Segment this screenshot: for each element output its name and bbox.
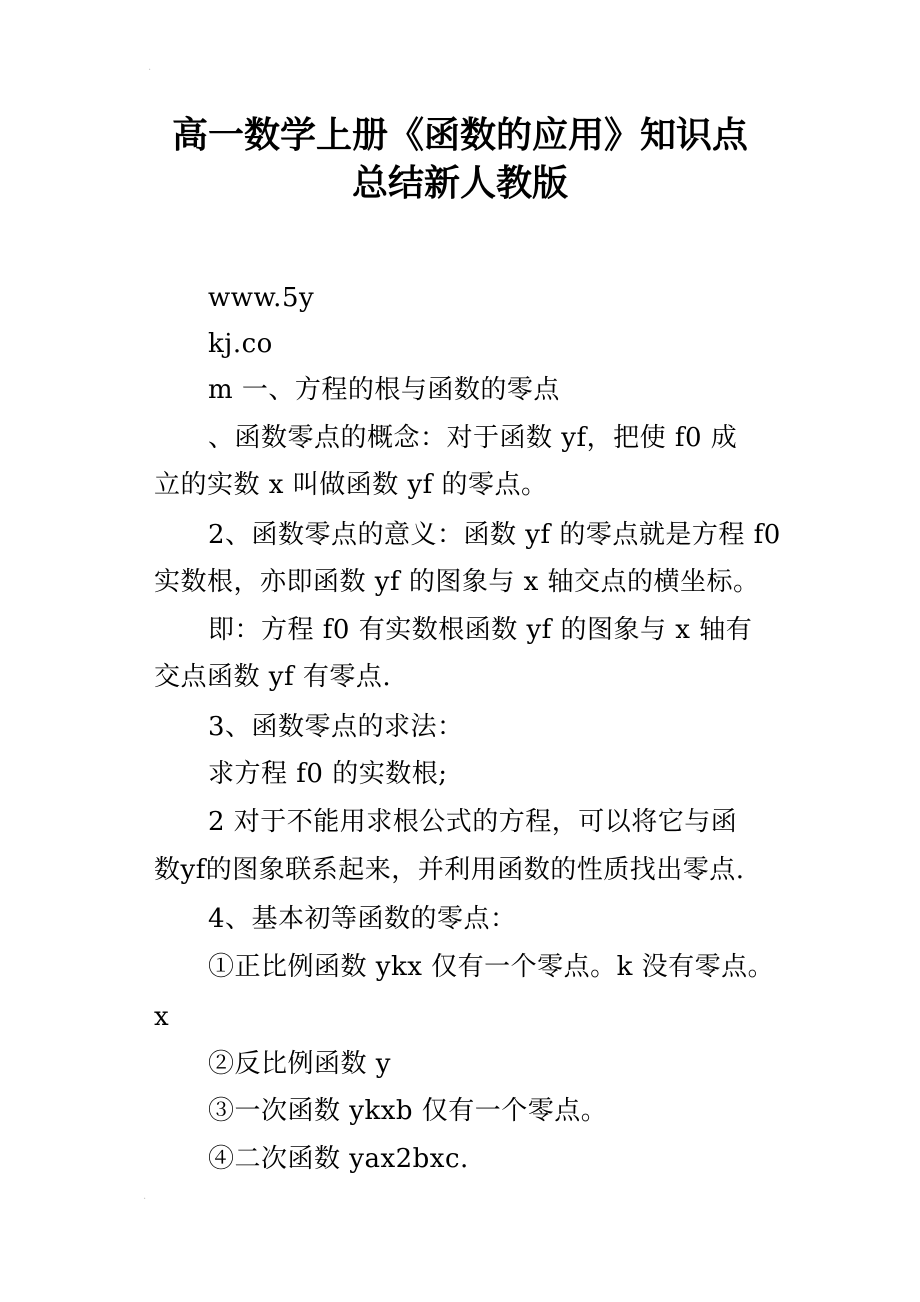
text-line: 数yf的图象联系起来，并利用函数的性质找出零点. — [154, 855, 745, 885]
text-line: 2、函数零点的意义：函数 yf 的零点就是方程 f0 — [208, 520, 781, 550]
text-line: 3、函数零点的求法： — [208, 712, 464, 742]
text-line: ①正比例函数 ykx 仅有一个零点。k 没有零点。 — [208, 952, 775, 982]
text-line: 立的实数 x 叫做函数 yf 的零点。 — [154, 470, 548, 500]
scan-mark-top: · — [148, 65, 152, 76]
text-line: x — [154, 1002, 170, 1032]
scan-mark-bottom: · — [143, 1194, 147, 1205]
text-line: m 一、方程的根与函数的零点 — [208, 375, 560, 405]
text-line: ③一次函数 ykxb 仅有一个零点。 — [208, 1096, 608, 1126]
document-title-line-2: 总结新人教版 — [351, 163, 568, 204]
document-title-line-1: 高一数学上册《函数的应用》知识点 — [171, 115, 748, 156]
text-line: 求方程 f0 的实数根; — [208, 759, 448, 789]
text-line: kj.co — [208, 329, 273, 359]
text-line: ④二次函数 yax2bxc. — [208, 1144, 469, 1174]
text-line: 交点函数 yf 有零点. — [154, 662, 392, 692]
text-line: ②反比例函数 y — [208, 1049, 391, 1079]
text-line: 2 对于不能用求根公式的方程，可以将它与函 — [208, 807, 738, 837]
text-line: www.5y — [208, 283, 315, 313]
text-line: 4、基本初等函数的零点： — [208, 904, 517, 934]
text-line: 、函数零点的概念：对于函数 yf，把使 f0 成 — [208, 423, 738, 453]
text-line: 实数根，亦即函数 yf 的图象与 x 轴交点的横坐标。 — [154, 567, 760, 597]
text-line: 即：方程 f0 有实数根函数 yf 的图象与 x 轴有 — [208, 615, 753, 645]
